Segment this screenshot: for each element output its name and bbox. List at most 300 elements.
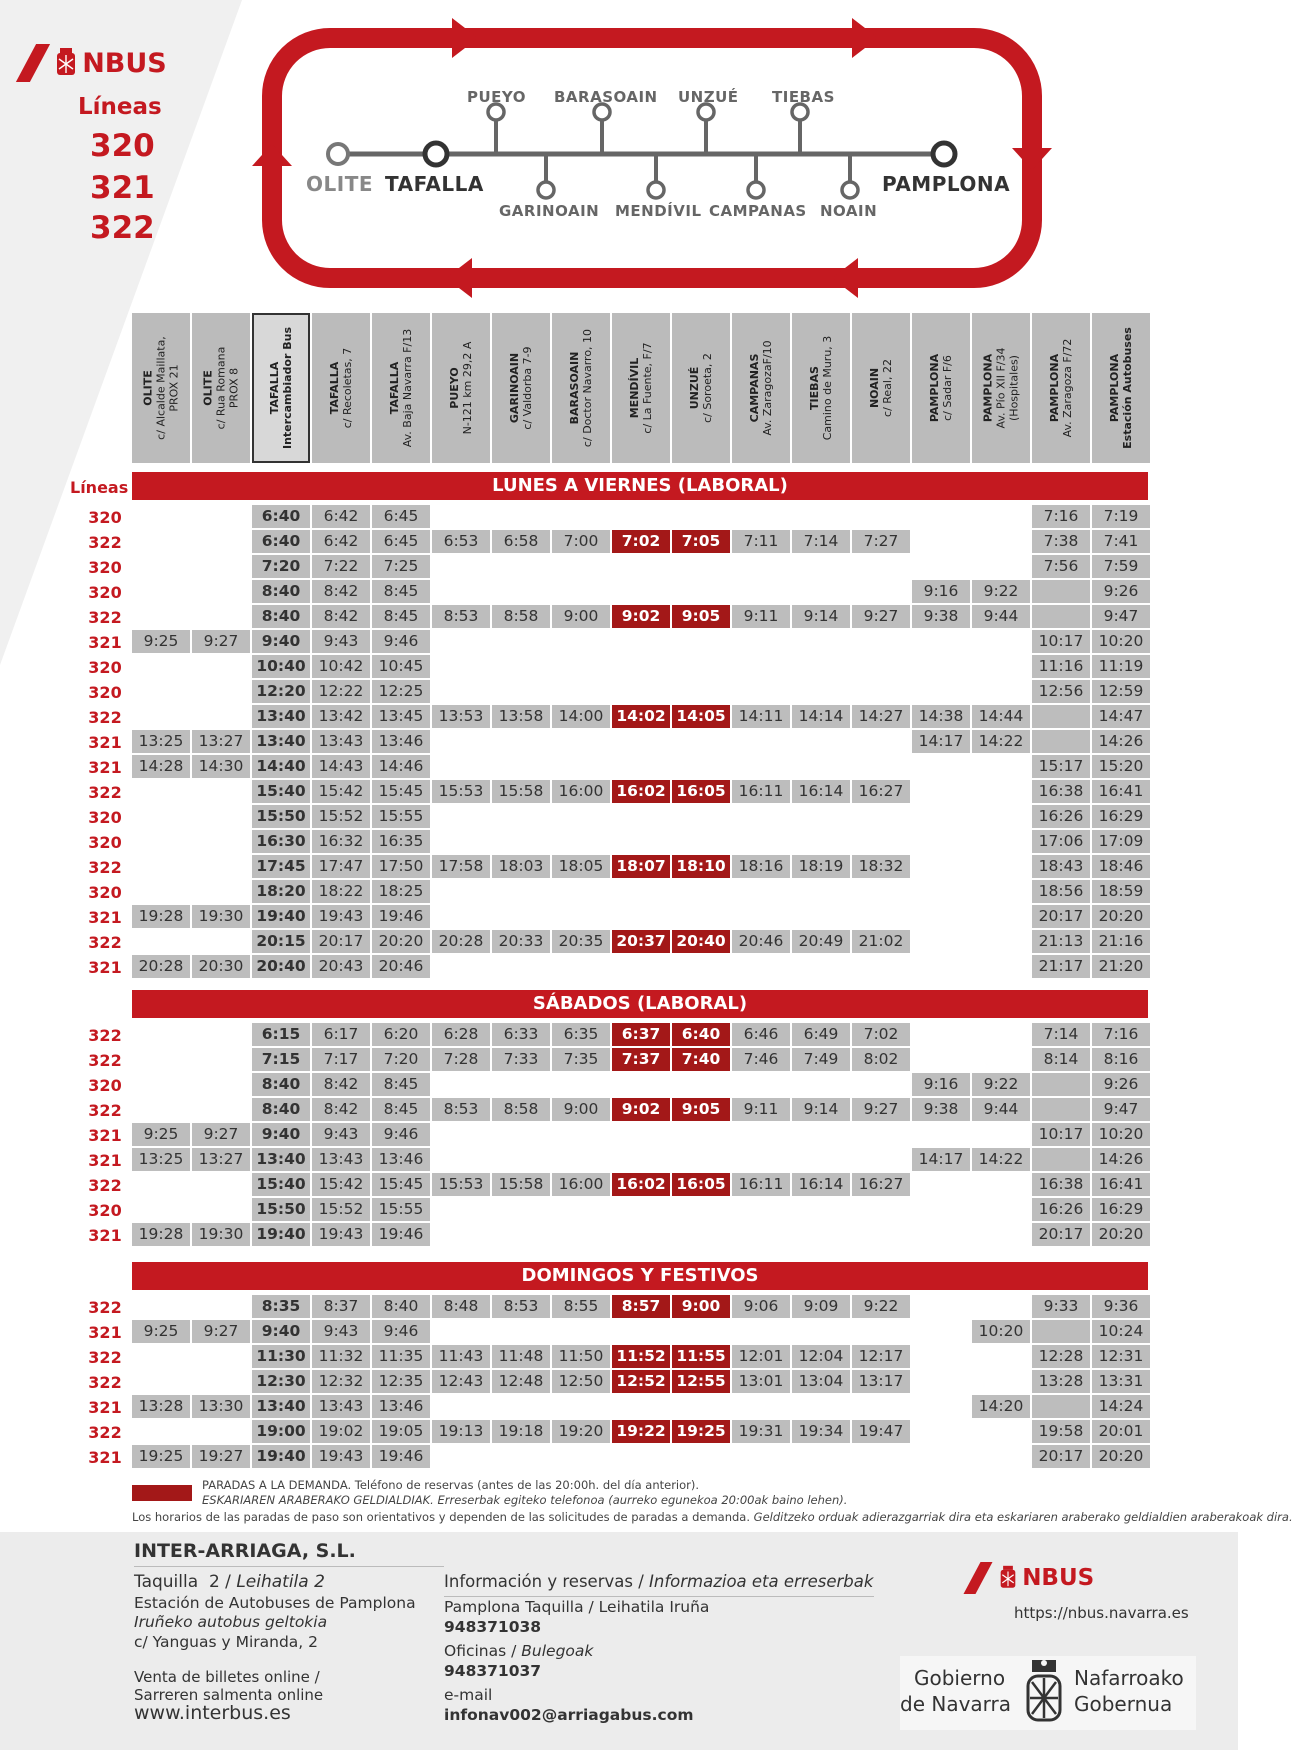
line-number: 321 [90,170,155,206]
time-cell [552,680,610,703]
row-line-number: 322 [88,1348,122,1367]
time-cell: 18:16 [732,855,790,878]
time-cell [672,505,730,528]
time-cell [792,1123,850,1146]
time-cell: 14:44 [972,705,1030,728]
time-cell [432,955,490,978]
time-cell: 7:41 [1092,530,1150,553]
time-cell [492,555,550,578]
time-cell: 7:40 [672,1048,730,1071]
time-cell: 13:53 [432,705,490,728]
row-line-number: 322 [88,1423,122,1442]
time-cell [972,1023,1030,1046]
time-cell [672,805,730,828]
column-header: PAMPLONA Av. Pío XII F/34 (Hospitales) [972,313,1030,463]
row-line-number: 322 [88,1298,122,1317]
time-cell [192,605,250,628]
time-cell [432,555,490,578]
time-cell [792,755,850,778]
time-cell [912,655,970,678]
time-cell [612,505,670,528]
table-row [0,1123,1238,1148]
time-cell [972,880,1030,903]
time-cell: 11:52 [612,1345,670,1368]
time-cell: 9:25 [132,1123,190,1146]
time-cell [552,1123,610,1146]
time-cell [132,580,190,603]
time-cell [912,955,970,978]
table-row [0,1098,1238,1123]
legend-text-es: PARADAS A LA DEMANDA. Teléfono de reservas (antes de las 20:00h. del día anterior). [202,1478,700,1492]
time-cell [732,630,790,653]
time-cell: 16:05 [672,780,730,803]
row-line-number: 320 [88,683,122,702]
time-cell: 13:46 [372,1395,430,1418]
time-cell [612,1198,670,1221]
time-cell: 9:02 [612,605,670,628]
time-cell [552,755,610,778]
time-cell [912,1023,970,1046]
time-cell [912,555,970,578]
time-cell: 9:09 [792,1295,850,1318]
time-cell [132,1198,190,1221]
row-line-number: 320 [88,883,122,902]
time-cell [132,855,190,878]
table-row [0,680,1238,705]
time-cell: 15:52 [312,1198,370,1221]
time-cell [492,755,550,778]
time-cell: 18:20 [252,880,310,903]
time-cell: 13:31 [1092,1370,1150,1393]
time-cell: 19:20 [552,1420,610,1443]
time-cell [192,1098,250,1121]
time-cell [192,880,250,903]
time-cell: 8:53 [492,1295,550,1318]
time-cell: 6:40 [252,530,310,553]
time-cell: 19:46 [372,1223,430,1246]
row-line-number: 320 [88,658,122,677]
time-cell: 8:16 [1092,1048,1150,1071]
time-cell [192,1345,250,1368]
table-row [0,530,1238,555]
row-line-number: 321 [88,958,122,977]
time-cell [972,855,1030,878]
time-cell [972,755,1030,778]
time-cell: 13:43 [312,1395,370,1418]
time-cell [132,1420,190,1443]
time-cell: 13:45 [372,705,430,728]
time-cell: 12:01 [732,1345,790,1368]
time-cell: 16:41 [1092,780,1150,803]
time-cell: 15:40 [252,780,310,803]
time-cell: 16:32 [312,830,370,853]
email-label: e-mail [444,1686,493,1704]
time-cell: 7:46 [732,1048,790,1071]
time-cell: 16:00 [552,780,610,803]
time-cell [192,930,250,953]
time-cell: 15:58 [492,1173,550,1196]
divider [444,1596,874,1597]
time-cell [912,755,970,778]
time-cell: 18:46 [1092,855,1150,878]
time-cell [492,805,550,828]
table-row [0,1420,1238,1445]
time-cell [492,630,550,653]
time-cell [132,1345,190,1368]
time-cell [972,530,1030,553]
time-cell: 8:57 [612,1295,670,1318]
table-row [0,705,1238,730]
time-cell: 12:43 [432,1370,490,1393]
gobierno-navarra-logo: Gobierno de Navarra Nafarroako Gobernua [900,1656,1196,1730]
time-cell: 18:10 [672,855,730,878]
time-cell [432,755,490,778]
table-row [0,1395,1238,1420]
time-cell: 9:27 [192,630,250,653]
time-cell [912,1173,970,1196]
online-sales-label: Venta de billetes online / [134,1668,320,1686]
time-cell: 16:38 [1032,1173,1090,1196]
time-cell: 6:42 [312,530,370,553]
time-cell [492,1123,550,1146]
time-cell [492,1445,550,1468]
time-cell [432,880,490,903]
row-line-number: 320 [88,508,122,527]
time-cell [972,905,1030,928]
time-cell [1032,580,1090,603]
time-cell: 16:05 [672,1173,730,1196]
time-cell: 7:16 [1092,1023,1150,1046]
time-cell [912,1445,970,1468]
nbus-website-link[interactable]: https://nbus.navarra.es [1014,1604,1189,1622]
time-cell [192,705,250,728]
time-cell: 18:03 [492,855,550,878]
time-cell [432,905,490,928]
time-cell: 8:37 [312,1295,370,1318]
time-cell [552,655,610,678]
row-line-number: 322 [88,533,122,552]
time-cell: 19:46 [372,1445,430,1468]
time-cell [612,805,670,828]
time-cell [852,1148,910,1171]
nbus-logo-footer: NBUS [972,1562,1094,1594]
time-cell: 7:14 [1032,1023,1090,1046]
time-cell [432,1320,490,1343]
arrow-down-icon [1012,148,1052,170]
time-cell: 9:47 [1092,1098,1150,1121]
time-cell: 13:25 [132,1148,190,1171]
navarra-coat-of-arms-icon [1024,1658,1064,1726]
time-cell [192,805,250,828]
time-cell: 14:24 [1092,1395,1150,1418]
time-cell: 9:40 [252,1320,310,1343]
time-cell [672,630,730,653]
time-cell [132,1073,190,1096]
station-tiebas: TIEBAS [772,88,835,106]
time-cell [972,1173,1030,1196]
time-cell: 20:43 [312,955,370,978]
street-address: c/ Yanguas y Miranda, 2 [134,1633,319,1651]
legend-text-eu: ESKARIAREN ARABERAKO GELDIALDIAK. Erreserbak egiteko telefonoa (aurreko egunekoa 20:00ak baino lehen). [202,1493,848,1507]
time-cell [432,1148,490,1171]
time-cell: 9:27 [192,1320,250,1343]
row-line-number: 322 [88,1051,122,1070]
email-link[interactable]: infonav002@arriagabus.com [444,1706,694,1724]
time-cell: 15:45 [372,1173,430,1196]
time-cell [492,1320,550,1343]
table-row [0,1173,1238,1198]
time-cell [192,655,250,678]
time-cell: 7:11 [732,530,790,553]
station-pueyo: PUEYO [467,88,526,106]
time-cell: 14:46 [372,755,430,778]
time-cell: 16:00 [552,1173,610,1196]
table-row [0,555,1238,580]
time-cell: 8:40 [252,1073,310,1096]
time-cell [972,955,1030,978]
time-cell: 12:22 [312,680,370,703]
time-cell: 10:20 [972,1320,1030,1343]
time-cell: 20:17 [1032,1445,1090,1468]
time-cell: 16:14 [792,1173,850,1196]
time-cell: 8:42 [312,1073,370,1096]
time-cell: 9:00 [552,1098,610,1121]
time-cell [912,930,970,953]
time-cell [852,1073,910,1096]
table-row [0,580,1238,605]
time-cell: 19:46 [372,905,430,928]
time-cell: 11:48 [492,1345,550,1368]
time-cell: 18:56 [1032,880,1090,903]
time-cell: 11:35 [372,1345,430,1368]
table-row [0,655,1238,680]
time-cell: 6:17 [312,1023,370,1046]
time-cell [492,880,550,903]
time-cell: 15:45 [372,780,430,803]
time-cell: 9:46 [372,1320,430,1343]
time-cell: 13:28 [1032,1370,1090,1393]
time-cell [852,630,910,653]
row-line-number: 322 [88,783,122,802]
table-row [0,830,1238,855]
row-line-number: 321 [88,1398,122,1417]
time-cell [552,1320,610,1343]
time-cell [432,630,490,653]
time-cell [792,1445,850,1468]
time-cell: 16:11 [732,1173,790,1196]
time-cell [432,1073,490,1096]
time-cell: 7:15 [252,1048,310,1071]
time-cell [132,1048,190,1071]
time-cell: 19:40 [252,905,310,928]
time-cell: 19:43 [312,1445,370,1468]
phone-offices[interactable]: 948371037 [444,1662,542,1680]
time-cell: 20:40 [252,955,310,978]
time-cell: 13:28 [132,1395,190,1418]
time-cell [852,730,910,753]
time-cell [552,955,610,978]
time-cell [612,1223,670,1246]
station-address-eu: Iruñeko autobus geltokia [134,1613,328,1631]
on-demand-legend-swatch [132,1485,192,1501]
time-cell: 9:27 [852,1098,910,1121]
time-cell [192,1295,250,1318]
time-cell: 6:37 [612,1023,670,1046]
time-cell [792,1320,850,1343]
time-cell: 14:40 [252,755,310,778]
time-cell: 15:55 [372,805,430,828]
column-header: TAFALLA c/ Recoletas, 7 [312,313,370,463]
time-cell: 14:47 [1092,705,1150,728]
time-cell: 19:43 [312,1223,370,1246]
time-cell: 20:40 [672,930,730,953]
offices-label: Oficinas / Bulegoak [444,1642,594,1660]
time-cell: 20:20 [372,930,430,953]
time-cell [192,1420,250,1443]
time-cell [912,1320,970,1343]
time-cell [732,1320,790,1343]
time-cell [1032,1098,1090,1121]
time-cell: 12:20 [252,680,310,703]
time-cell [612,555,670,578]
time-cell [612,630,670,653]
time-cell: 14:17 [912,1148,970,1171]
table-row [0,955,1238,980]
time-cell: 18:59 [1092,880,1150,903]
phone-taquilla[interactable]: 948371038 [444,1618,542,1636]
time-cell: 8:42 [312,1098,370,1121]
time-cell: 19:25 [132,1445,190,1468]
time-cell [1032,605,1090,628]
website-link[interactable]: www.interbus.es [134,1702,291,1724]
time-cell: 19:28 [132,905,190,928]
time-cell: 12:31 [1092,1345,1150,1368]
time-cell [672,580,730,603]
station-noain: NOAIN [820,202,878,220]
time-cell: 7:02 [612,530,670,553]
time-cell [672,1223,730,1246]
time-cell: 9:26 [1092,580,1150,603]
time-cell [612,1445,670,1468]
time-cell: 10:20 [1092,630,1150,653]
time-cell [792,580,850,603]
time-cell: 8:42 [312,580,370,603]
time-cell: 14:20 [972,1395,1030,1418]
time-cell [972,1345,1030,1368]
time-cell [1032,705,1090,728]
time-cell: 12:28 [1032,1345,1090,1368]
time-cell: 8:45 [372,1098,430,1121]
time-cell [672,830,730,853]
time-cell: 6:46 [732,1023,790,1046]
time-cell: 20:30 [192,955,250,978]
time-cell [912,1198,970,1221]
time-cell: 7:20 [252,555,310,578]
time-cell [972,1370,1030,1393]
time-cell [792,905,850,928]
time-cell: 17:47 [312,855,370,878]
time-cell [612,1395,670,1418]
time-cell: 7:35 [552,1048,610,1071]
time-cell: 20:01 [1092,1420,1150,1443]
time-cell: 20:28 [132,955,190,978]
time-cell: 19:02 [312,1420,370,1443]
time-cell: 9:14 [792,605,850,628]
time-cell [612,1320,670,1343]
time-cell: 13:43 [312,1148,370,1171]
time-cell [792,955,850,978]
time-cell [432,1445,490,1468]
time-cell: 9:16 [912,580,970,603]
time-cell [192,855,250,878]
column-header: TAFALLA Intercambiador Bus [252,313,310,463]
time-cell: 8:45 [372,580,430,603]
table-row [0,755,1238,780]
time-cell: 7:14 [792,530,850,553]
time-cell [612,905,670,928]
time-cell: 8:42 [312,605,370,628]
time-cell: 7:59 [1092,555,1150,578]
time-cell: 8:40 [252,1098,310,1121]
time-cell [1032,1320,1090,1343]
time-cell [792,830,850,853]
time-cell: 9:40 [252,630,310,653]
table-row [0,1320,1238,1345]
arrow-left-icon [446,258,472,298]
time-cell [912,1123,970,1146]
time-cell: 9:40 [252,1123,310,1146]
time-cell [192,1173,250,1196]
time-cell: 14:26 [1092,730,1150,753]
time-cell [552,1223,610,1246]
time-cell [432,805,490,828]
time-cell [792,680,850,703]
time-cell: 7:22 [312,555,370,578]
time-cell: 13:43 [312,730,370,753]
ticket-office: Taquilla 2 / Leihatila 2 [134,1572,325,1592]
arrow-right-icon [452,18,478,58]
time-cell: 16:35 [372,830,430,853]
time-cell: 20:20 [1092,1223,1150,1246]
column-header: TIEBAS Camino de Muru, 3 [792,313,850,463]
time-cell [492,955,550,978]
time-cell [972,830,1030,853]
time-cell: 13:17 [852,1370,910,1393]
time-cell [492,580,550,603]
time-cell: 15:50 [252,805,310,828]
station-tafalla: TAFALLA [385,172,484,196]
lines-title: Líneas [78,94,162,120]
time-cell [732,805,790,828]
row-line-number: 322 [88,1026,122,1045]
time-cell: 20:17 [1032,1223,1090,1246]
time-cell [1032,1073,1090,1096]
time-cell: 8:40 [252,605,310,628]
time-cell [432,1123,490,1146]
time-cell [432,505,490,528]
time-cell [672,905,730,928]
time-cell: 18:05 [552,855,610,878]
time-cell [132,880,190,903]
time-cell: 16:11 [732,780,790,803]
row-line-number: 321 [88,908,122,927]
time-cell: 20:35 [552,930,610,953]
time-cell [852,680,910,703]
time-cell [672,655,730,678]
section-band: LUNES A VIERNES (LABORAL) [132,472,1148,500]
station-unzue: UNZUÉ [678,88,739,106]
time-cell: 16:27 [852,1173,910,1196]
